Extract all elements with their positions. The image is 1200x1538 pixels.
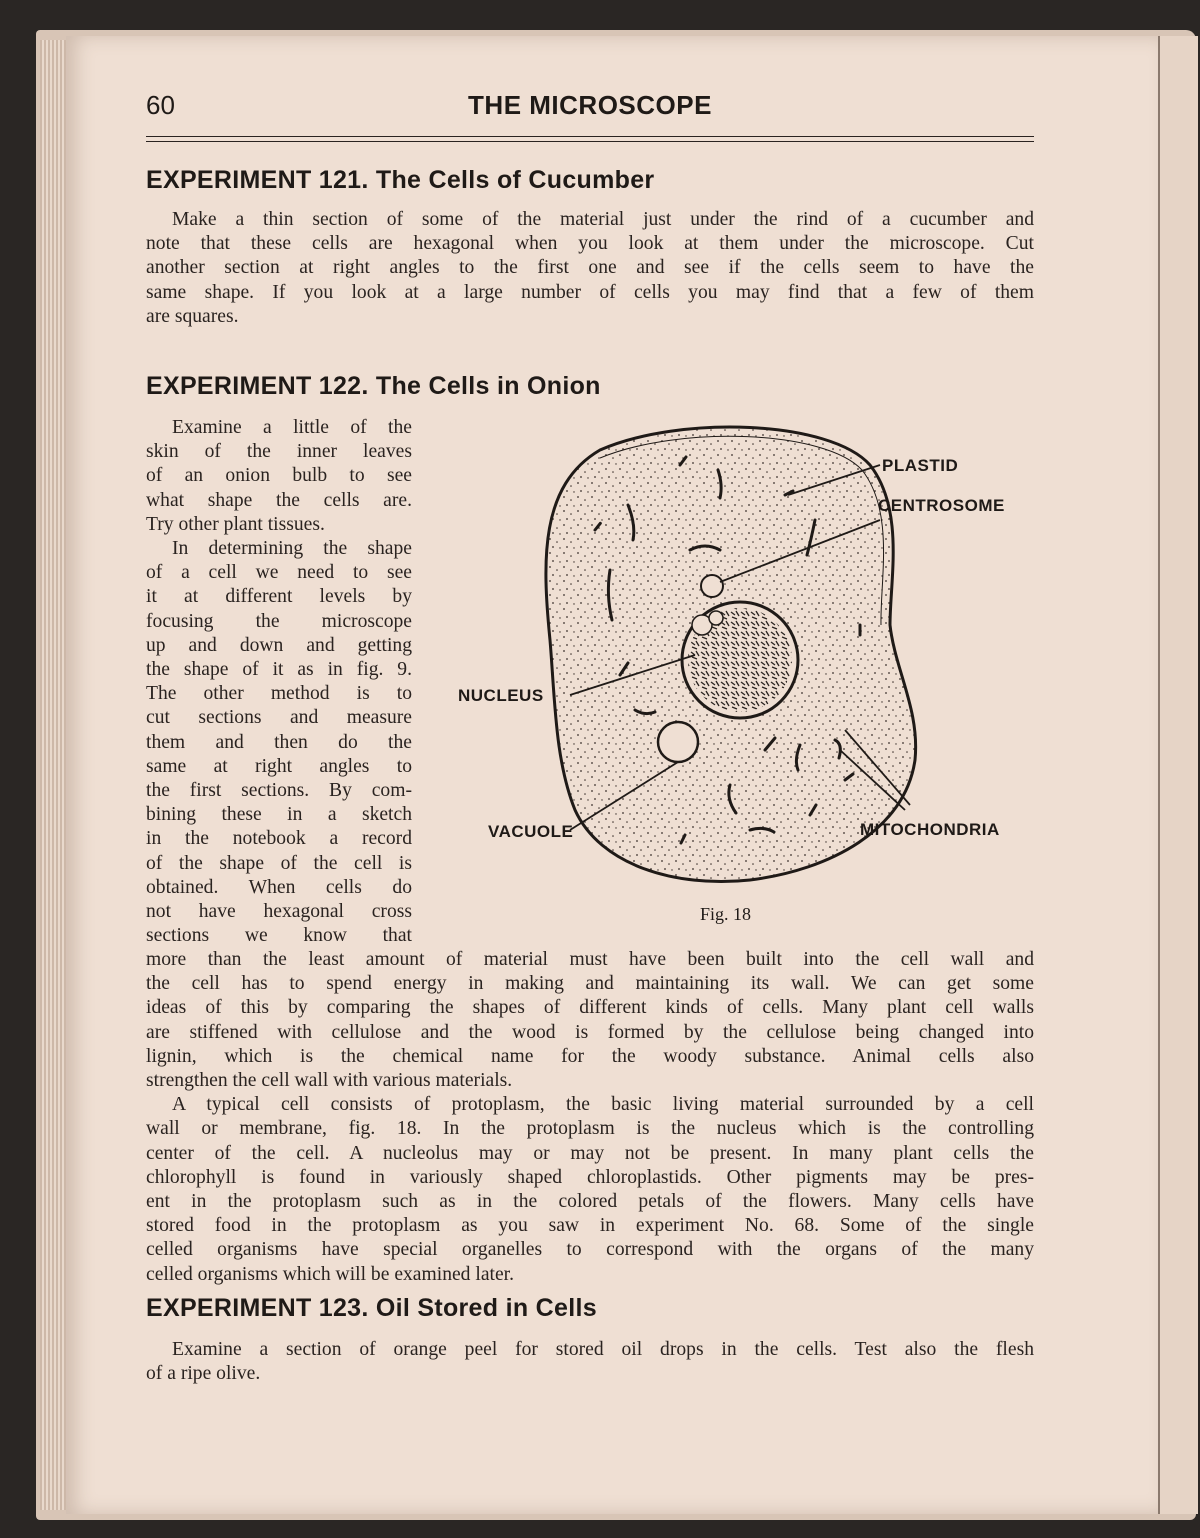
text-line: of the shape of the cell is — [146, 852, 412, 874]
experiment-121-heading: EXPERIMENT 121. The Cells of Cucumber — [146, 166, 655, 194]
text-line: same at right angles to — [146, 755, 412, 777]
experiment-122-full-text — [146, 948, 1034, 1287]
header-rule-top — [146, 136, 1034, 137]
text-line: Make a thin section of some of the material just under the rind of a cucumber and — [172, 209, 1034, 230]
page-number: 60 — [146, 90, 175, 120]
text-line: of a cell we need to see — [146, 562, 412, 584]
text-line: up and down and getting — [146, 634, 412, 656]
label-vacuole: VACUOLE — [488, 822, 574, 841]
text-line: same shape. If you look at a large number of cells you may find that a few of them — [146, 281, 1034, 303]
text-line: another section at right angles to the first one and see if the cells seem to have the — [146, 257, 1034, 279]
experiment-123-heading: EXPERIMENT 123. Oil Stored in Cells — [146, 1294, 597, 1322]
running-head — [146, 90, 1034, 130]
text-line: note that these cells are hexagonal when you look at them under the microscope. Cut — [146, 233, 1034, 255]
header-rule-bottom — [146, 141, 1034, 142]
text-line: Examine a section of orange peel for stored oil drops in the cells. Test also the flesh — [172, 1339, 1034, 1360]
text-line: focusing the microscope — [146, 610, 412, 632]
label-nucleus: NUCLEUS — [458, 686, 544, 705]
text-line: The other method is to — [146, 683, 412, 705]
experiment-122-heading: EXPERIMENT 122. The Cells in Onion — [146, 372, 601, 400]
text-line: strengthen the cell wall with various materials. — [146, 1070, 513, 1092]
text-line: bining these in a sketch — [146, 804, 412, 826]
text-line: not have hexagonal cross — [146, 901, 412, 923]
text-line: In determining the shape — [172, 538, 412, 560]
running-title: THE MICROSCOPE — [468, 90, 712, 120]
text-line: sections we know that — [146, 925, 412, 947]
label-centrosome: CENTROSOME — [878, 496, 1005, 515]
text-line: of an onion bulb to see — [146, 465, 412, 487]
vacuole — [658, 722, 698, 762]
cell-diagram-figure — [450, 410, 1050, 940]
text-line: wall or membrane, fig. 18. In the protoplasm is the nucleus which is the controlling — [146, 1118, 1034, 1140]
label-mitochondria: MITOCHONDRIA — [860, 820, 1000, 839]
text-line: ideas of this by comparing the shapes of different kinds of cells. Many plant cell walls — [146, 997, 1034, 1019]
text-line: it at different levels by — [146, 586, 412, 608]
text-line: Try other plant tissues. — [146, 513, 325, 535]
text-line: Examine a little of the — [172, 417, 412, 438]
text-line: more than the least amount of material must have been built into the cell wall and — [146, 949, 1034, 970]
text-line: are squares. — [146, 305, 239, 327]
page-stack-edges — [40, 40, 68, 1510]
experiment-122-side-text — [146, 416, 412, 948]
text-line: the shape of it as in fig. 9. — [146, 659, 412, 681]
text-line: cut sections and measure — [146, 707, 412, 729]
text-line: in the notebook a record — [146, 828, 412, 850]
text-line: what shape the cells are. — [146, 489, 412, 511]
text-line: chlorophyll is found in variously shaped chloroplastids. Other pigments may be pres- — [146, 1166, 1034, 1188]
text-line: ent in the protoplasm such as in the colored petals of the flowers. Many cells have — [146, 1191, 1034, 1213]
cell-diagram — [450, 410, 1050, 940]
text-line: the first sections. By com- — [146, 780, 412, 802]
experiment-121-text — [146, 208, 1034, 329]
text-line: celled organisms which will be examined later. — [146, 1263, 515, 1285]
text-line: obtained. When cells do — [146, 876, 412, 898]
figure-caption: Fig. 18 — [700, 904, 752, 924]
text-line: stored food in the protoplasm as you saw in experiment No. 68. Some of the single — [146, 1215, 1034, 1237]
text-line: celled organisms have special organelles to correspond with the organs of the many — [146, 1239, 1034, 1261]
text-line: the cell has to spend energy in making and maintaining its wall. We can get some — [146, 973, 1034, 995]
text-line: lignin, which is the chemical name for the woody substance. Animal cells also — [146, 1045, 1034, 1067]
text-line: center of the cell. A nucleolus may or may not be present. In many plant cells the — [146, 1142, 1034, 1164]
text-line: of a ripe olive. — [146, 1363, 261, 1385]
label-plastid: PLASTID — [882, 456, 959, 475]
experiment-123-text — [146, 1338, 1034, 1386]
text-line: skin of the inner leaves — [146, 441, 412, 463]
text-line: A typical cell consists of protoplasm, the basic living material surrounded by a cell — [172, 1094, 1034, 1116]
centrosome — [701, 575, 723, 597]
text-line: them and then do the — [146, 731, 412, 753]
next-page-edge — [1158, 36, 1198, 1514]
text-line: are stiffened with cellulose and the wood is formed by the cellulose being changed into — [146, 1021, 1034, 1043]
